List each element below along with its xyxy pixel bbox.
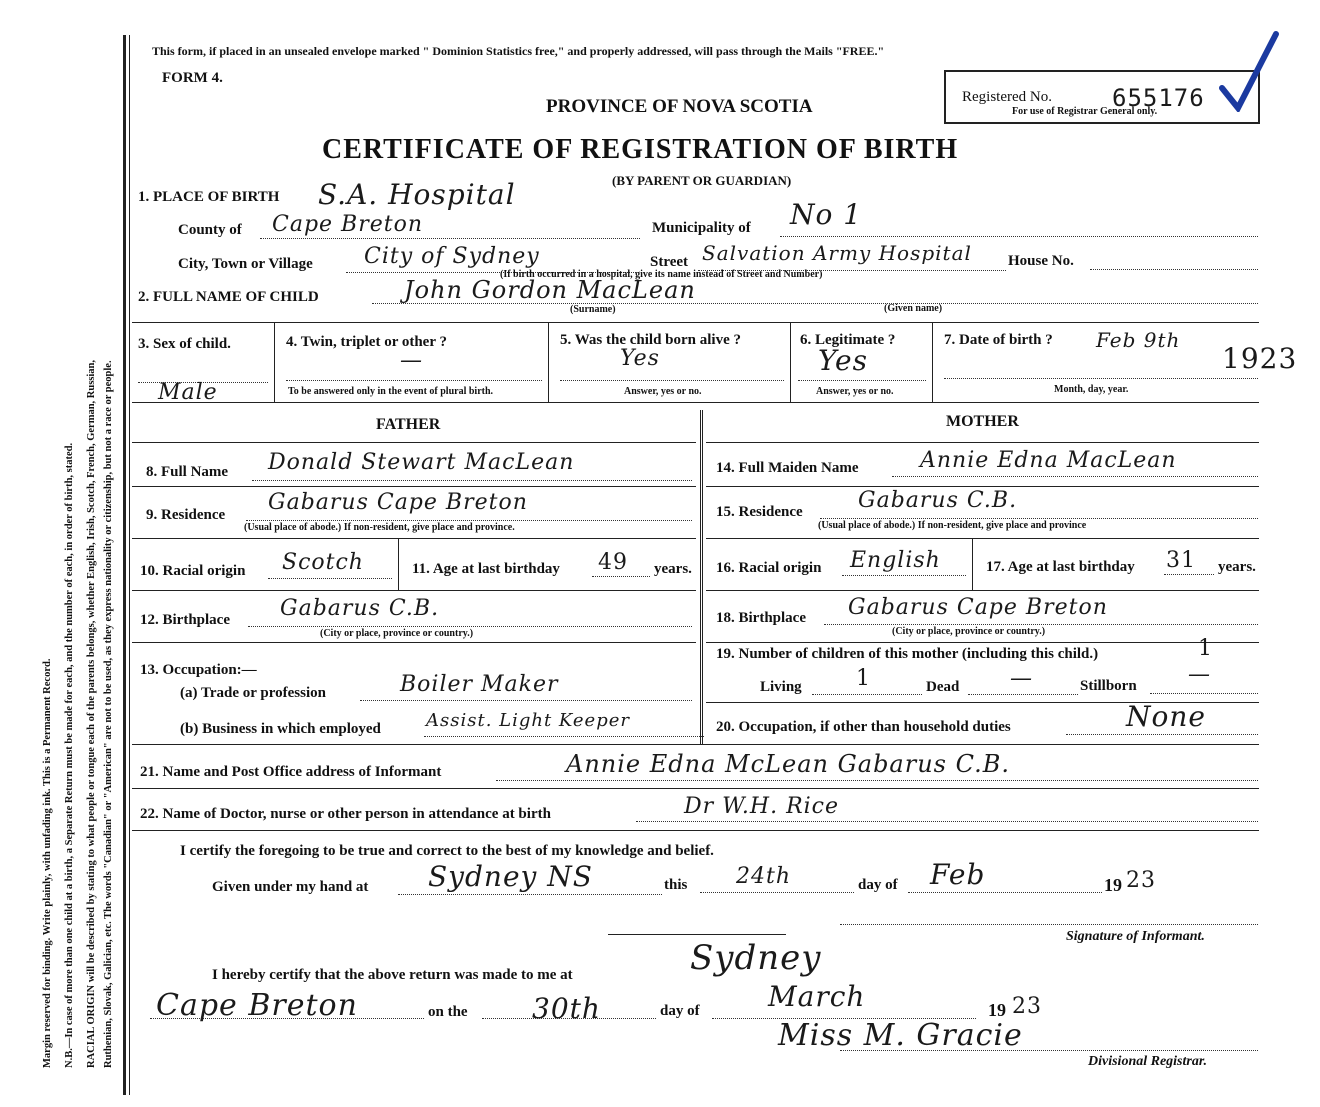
date-of-birth-year: 1923: [1222, 342, 1298, 375]
child-name-value: John Gordon MacLean: [404, 276, 696, 304]
mother-name-label: 14. Full Maiden Name: [716, 460, 859, 476]
province-heading: PROVINCE OF NOVA SCOTIA: [546, 96, 813, 117]
given-name-note: (Given name): [884, 303, 943, 314]
given-year-value: 23: [1126, 868, 1156, 893]
by-parent-note: (BY PARENT OR GUARDIAN): [612, 173, 792, 188]
father-age-value: 49: [598, 550, 628, 575]
mother-birthplace-label: 18. Birthplace: [716, 610, 806, 626]
municipality-label: Municipality of: [652, 220, 751, 236]
surname-note: (Surname): [570, 304, 616, 315]
informant-label: 21. Name and Post Office address of Informant: [140, 764, 442, 780]
mother-dead-value: —: [1010, 666, 1033, 691]
registrar-year-prefix: 19: [988, 1000, 1006, 1020]
street-value: Salvation Army Hospital: [702, 241, 972, 265]
mother-occupation-value: None: [1126, 700, 1206, 733]
sex-label: 3. Sex of child.: [138, 336, 231, 352]
father-racial-label: 10. Racial origin: [140, 563, 246, 579]
informant-signature-label: Signature of Informant.: [1066, 929, 1205, 944]
mother-residence-label: 15. Residence: [716, 504, 803, 520]
father-heading: FATHER: [376, 416, 441, 433]
given-under-label: Given under my hand at: [212, 879, 369, 895]
registrar-signature: Miss M. Gracie: [778, 1018, 1023, 1053]
father-birthplace-label: 12. Birthplace: [140, 612, 230, 628]
doctor-value: Dr W.H. Rice: [684, 794, 840, 819]
given-year-prefix: 19: [1104, 875, 1122, 895]
father-residence-value: Gabarus Cape Breton: [268, 490, 528, 515]
mother-living-label: Living: [760, 679, 802, 695]
mother-residence-note: (Usual place of abode.) If non-resident, give place and province: [818, 520, 1087, 531]
registrar-year-value: 23: [1012, 994, 1042, 1019]
registered-number: 655176: [1112, 84, 1205, 112]
registrar-signature-label: Divisional Registrar.: [1088, 1054, 1208, 1069]
mother-name-value: Annie Edna MacLean: [920, 448, 1177, 473]
twin-note: To be answered only in the event of plural birth.: [288, 386, 494, 397]
father-racial-value: Scotch: [282, 550, 364, 575]
county-value: Cape Breton: [272, 212, 424, 237]
mother-birthplace-value: Gabarus Cape Breton: [848, 595, 1108, 620]
parents-divider: [700, 410, 703, 744]
registrar-general-note: For use of Registrar General only.: [1012, 106, 1158, 117]
margin-note-racial-origin: RACIAL ORIGIN will be described by stating to what people or tongue each of the parents belongs, whether English, Irish, Scotch, French, German, Russian,: [86, 359, 97, 1068]
place-of-birth-label: 1. PLACE OF BIRTH: [138, 189, 280, 205]
margin-rule-inner: [129, 35, 130, 1095]
mother-occupation-label: 20. Occupation, if other than household duties: [716, 719, 1011, 735]
this-label: this: [664, 877, 688, 893]
certificate-title: CERTIFICATE OF REGISTRATION OF BIRTH: [322, 134, 959, 165]
given-day-value: 24th: [736, 864, 792, 889]
county-label: County of: [178, 222, 242, 238]
legitimate-label: 6. Legitimate ?: [800, 332, 896, 348]
form-number: FORM 4.: [162, 70, 223, 86]
certify-text: I certify the foregoing to be true and correct to the best of my knowledge and belief.: [180, 843, 714, 859]
father-residence-label: 9. Residence: [146, 507, 226, 523]
doctor-label: 22. Name of Doctor, nurse or other person in attendance at birth: [140, 806, 551, 822]
date-of-birth-label: 7. Date of birth ?: [944, 332, 1053, 348]
registrar-county-value: Cape Breton: [156, 988, 358, 1023]
date-of-birth-note: Month, day, year.: [1054, 384, 1129, 395]
mother-living-value: 1: [856, 666, 871, 691]
mother-children-label: 19. Number of children of this mother (including this child.): [716, 646, 1099, 662]
child-name-label: 2. FULL NAME OF CHILD: [138, 289, 319, 305]
check-mark-icon: [1218, 30, 1280, 112]
mother-age-label: 17. Age at last birthday: [986, 559, 1135, 575]
registrar-month-value: March: [768, 980, 866, 1013]
date-of-birth-value: Feb 9th: [1096, 328, 1181, 352]
on-the-label: on the: [428, 1004, 468, 1020]
born-alive-note: Answer, yes or no.: [624, 386, 702, 397]
registrar-certify-text: I hereby certify that the above return was made to me at: [212, 967, 573, 983]
margin-rule: [123, 35, 126, 1095]
city-value: City of Sydney: [364, 244, 540, 269]
mother-dead-label: Dead: [926, 679, 960, 695]
given-place-value: Sydney NS: [428, 860, 593, 893]
mother-years: years.: [1218, 559, 1256, 575]
margin-note-racial-origin-2: Ruthenian, Slovak, Galician, etc. The words "Canadian" or "American" are not to be used, as they express nationality or citizenship, but not a race or people.: [103, 360, 114, 1068]
mother-racial-value: English: [850, 548, 941, 573]
twin-label: 4. Twin, triplet or other ?: [286, 334, 447, 350]
father-business-label: (b) Business in which employed: [180, 721, 381, 737]
given-month-value: Feb: [930, 858, 986, 891]
father-trade-value: Boiler Maker: [400, 672, 559, 697]
father-name-label: 8. Full Name: [146, 464, 229, 480]
registrar-day-of-label: day of: [660, 1003, 700, 1019]
born-alive-value: Yes: [620, 346, 660, 371]
mail-notice: This form, if placed in an unsealed envelope marked " Dominion Statistics free," and properly addressed, will pass through the Mails "FREE.": [152, 44, 885, 58]
mother-age-value: 31: [1166, 548, 1196, 573]
father-business-value: Assist. Light Keeper: [426, 710, 630, 731]
registrar-day-value: 30th: [532, 992, 601, 1025]
margin-note-plural-birth: N.B.—In case of more than one child at a birth, a Separate Return must be made for each, and the number of each, in order of birth, stated.: [64, 442, 75, 1068]
mother-birthplace-note: (City or place, province or country.): [892, 626, 1046, 637]
father-occupation-label: 13. Occupation:—: [140, 662, 257, 678]
father-years: years.: [654, 561, 692, 577]
mother-stillborn-value: —: [1188, 662, 1211, 687]
born-alive-label: 5. Was the child born alive ?: [560, 332, 741, 348]
mother-residence-value: Gabarus C.B.: [858, 488, 1018, 513]
mother-racial-label: 16. Racial origin: [716, 560, 822, 576]
twin-value: —: [400, 348, 423, 373]
sex-value: Male: [158, 380, 218, 405]
registered-label: Registered No.: [962, 89, 1052, 105]
father-birthplace-value: Gabarus C.B.: [280, 596, 440, 621]
legitimate-value: Yes: [818, 344, 868, 377]
municipality-value: No 1: [790, 198, 863, 231]
street-label: Street: [650, 254, 689, 270]
father-name-value: Donald Stewart MacLean: [268, 450, 575, 475]
father-trade-label: (a) Trade or profession: [180, 685, 326, 701]
city-label: City, Town or Village: [178, 256, 313, 272]
father-birthplace-note: (City or place, province or country.): [320, 628, 474, 639]
mother-children-value: 1: [1198, 636, 1213, 661]
registrar-place-value: Sydney: [690, 938, 822, 978]
father-age-label: 11. Age at last birthday: [412, 561, 560, 577]
father-residence-note: (Usual place of abode.) If non-resident, give place and province.: [244, 522, 515, 533]
hospital-note: (If birth occurred in a hospital, give its name instead of Street and Number): [500, 269, 823, 280]
mother-heading: MOTHER: [946, 413, 1019, 430]
place-of-birth-value: S.A. Hospital: [318, 178, 516, 211]
house-number-label: House No.: [1008, 253, 1074, 269]
mother-stillborn-label: Stillborn: [1080, 678, 1137, 694]
informant-value: Annie Edna McLean Gabarus C.B.: [566, 750, 1011, 778]
legitimate-note: Answer, yes or no.: [816, 386, 894, 397]
day-of-label: day of: [858, 877, 898, 893]
margin-note-binding: Margin reserved for binding. Write plainly, with unfading ink. This is a Permanent Record.: [42, 658, 53, 1068]
